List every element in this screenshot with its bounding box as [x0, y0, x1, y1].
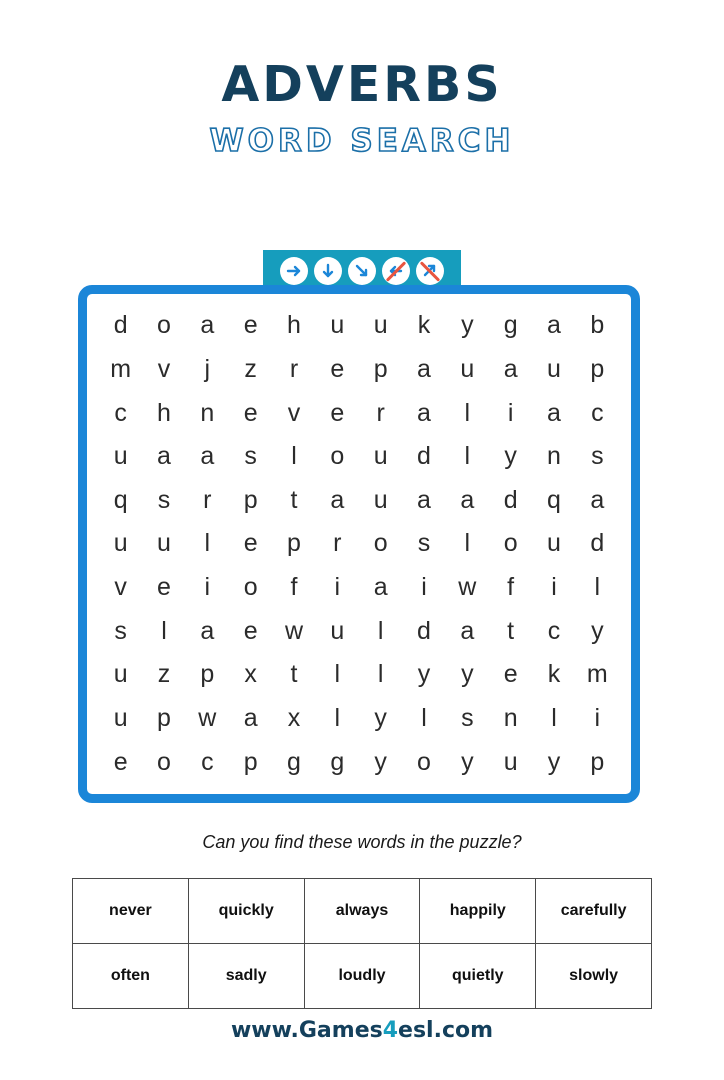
grid-cell[interactable]: y	[504, 442, 517, 471]
grid-cell[interactable]: h	[287, 311, 301, 340]
grid-cell[interactable]: b	[590, 311, 605, 340]
grid-cell[interactable]: o	[417, 747, 431, 776]
grid-cell[interactable]: l	[377, 616, 384, 645]
puzzle-panel	[78, 285, 640, 803]
grid-cell[interactable]: a	[200, 442, 215, 471]
grid-cell[interactable]: l	[377, 660, 384, 689]
grid-cell[interactable]: i	[551, 573, 557, 602]
grid-cell[interactable]: s	[244, 442, 257, 471]
grid-cell[interactable]: s	[157, 485, 171, 514]
grid-cell[interactable]: p	[590, 354, 605, 383]
grid-cell[interactable]: l	[291, 442, 297, 471]
grid-cell[interactable]: d	[417, 616, 431, 645]
grid-cell[interactable]: p	[157, 704, 171, 733]
grid-cell[interactable]: a	[373, 573, 388, 602]
grid-cell[interactable]: y	[461, 660, 474, 689]
grid-cell[interactable]: d	[417, 442, 431, 471]
grid-cell[interactable]: f	[507, 573, 515, 602]
grid-cell[interactable]: a	[503, 354, 518, 383]
grid-cell[interactable]: i	[594, 704, 601, 733]
grid-cell[interactable]: p	[243, 485, 258, 514]
grid-cell[interactable]: e	[157, 573, 171, 602]
grid-cell[interactable]: e	[243, 398, 258, 427]
grid-cell[interactable]: v	[287, 398, 301, 427]
grid-cell[interactable]: l	[204, 529, 211, 558]
grid-cell[interactable]: a	[243, 704, 258, 733]
word-cell: always	[304, 879, 420, 944]
worksheet-page	[0, 56, 724, 1080]
grid-cell[interactable]: s	[114, 616, 127, 645]
grid-cell[interactable]: z	[244, 354, 257, 383]
grid-cell[interactable]: l	[464, 398, 471, 427]
grid-cell[interactable]: o	[243, 573, 258, 602]
grid-cell[interactable]: l	[464, 442, 471, 471]
grid-cell[interactable]: o	[503, 529, 518, 558]
grid-cell[interactable]: y	[461, 747, 474, 776]
grid-cell[interactable]: l	[334, 704, 341, 733]
grid-cell[interactable]: o	[373, 529, 388, 558]
grid-cell[interactable]: o	[330, 442, 345, 471]
word-cell: happily	[420, 879, 536, 944]
word-cell: often	[73, 944, 189, 1009]
grid-cell[interactable]: m	[586, 660, 608, 689]
grid-cell[interactable]: u	[113, 660, 128, 689]
grid-cell[interactable]: v	[114, 573, 127, 602]
grid-cell[interactable]: u	[373, 311, 388, 340]
grid-cell[interactable]: x	[287, 704, 301, 733]
word-cell: slowly	[536, 944, 652, 1009]
grid-cell[interactable]: g	[503, 311, 518, 340]
grid-cell[interactable]: l	[594, 573, 601, 602]
grid-cell[interactable]: g	[330, 747, 345, 776]
grid-cell[interactable]: a	[417, 354, 431, 383]
word-cell: loudly	[304, 944, 420, 1009]
grid-cell[interactable]: z	[157, 660, 171, 689]
table-row	[73, 879, 652, 944]
grid-cell[interactable]: e	[243, 616, 258, 645]
table-row	[73, 944, 652, 1009]
grid-cell[interactable]: r	[376, 398, 385, 427]
grid-cell[interactable]: p	[287, 529, 301, 558]
grid-cell[interactable]: a	[460, 616, 475, 645]
grid-cell[interactable]: k	[417, 311, 431, 340]
instruction-text: Can you find these words in the puzzle?	[202, 832, 522, 852]
grid-cell[interactable]: i	[334, 573, 341, 602]
footer-url	[0, 1018, 724, 1043]
grid-cell[interactable]: n	[200, 398, 215, 427]
grid-cell[interactable]: u	[503, 747, 518, 776]
arrow-diagonal-up-disallowed-icon	[416, 257, 444, 285]
grid-cell[interactable]: a	[417, 398, 431, 427]
grid-cell[interactable]: r	[289, 354, 299, 383]
grid-cell[interactable]: e	[243, 311, 258, 340]
word-cell: sadly	[188, 944, 304, 1009]
grid-cell[interactable]: j	[204, 354, 211, 383]
grid-cell[interactable]: t	[507, 616, 515, 645]
arrow-left-disallowed-icon	[382, 257, 410, 285]
grid-cell[interactable]: l	[551, 704, 557, 733]
grid-cell[interactable]: w	[198, 704, 217, 733]
grid-cell[interactable]: u	[113, 704, 128, 733]
grid-cell[interactable]: n	[547, 442, 561, 471]
grid-cell[interactable]: l	[464, 529, 471, 558]
grid-cell[interactable]: l	[421, 704, 427, 733]
grid-cell[interactable]: o	[157, 311, 171, 340]
grid-cell[interactable]: y	[374, 747, 387, 776]
grid-cell[interactable]: m	[110, 354, 132, 383]
grid-cell[interactable]: e	[503, 660, 518, 689]
grid-cell[interactable]: a	[547, 311, 561, 340]
grid-cell[interactable]: y	[374, 704, 387, 733]
grid-cell[interactable]: e	[113, 747, 128, 776]
grid-cell[interactable]: u	[547, 529, 561, 558]
grid-cell[interactable]: h	[157, 398, 171, 427]
grid-cell[interactable]: c	[201, 747, 214, 776]
grid-cell[interactable]: a	[460, 485, 475, 514]
grid-cell[interactable]: d	[113, 311, 128, 340]
grid-cell[interactable]: e	[330, 354, 345, 383]
word-cell: carefully	[536, 879, 652, 944]
grid-cell[interactable]: v	[157, 354, 171, 383]
grid-cell[interactable]: a	[590, 485, 605, 514]
grid-cell[interactable]: a	[200, 311, 215, 340]
grid-cell[interactable]: u	[330, 616, 345, 645]
grid-cell[interactable]: q	[547, 485, 561, 514]
grid-cell[interactable]: p	[373, 354, 388, 383]
footer-text-before: www.Games	[230, 1018, 383, 1043]
grid-cell[interactable]: y	[461, 311, 474, 340]
grid-cell[interactable]: c	[114, 398, 127, 427]
grid-cell[interactable]: u	[547, 354, 561, 383]
grid-cell[interactable]: c	[591, 398, 604, 427]
footer-accent: 4	[382, 1018, 399, 1043]
grid-cell[interactable]: f	[290, 573, 298, 602]
grid-cell[interactable]: i	[507, 398, 514, 427]
page-title: ADVERBS	[221, 56, 503, 113]
grid-cell[interactable]: t	[290, 660, 298, 689]
page-subtitle: WORD SEARCH	[209, 123, 515, 159]
grid-cell[interactable]: w	[458, 573, 477, 602]
grid-cell[interactable]: a	[200, 616, 215, 645]
grid-cell[interactable]: i	[421, 573, 427, 602]
arrow-down-icon	[314, 257, 342, 285]
grid-cell[interactable]: a	[157, 442, 171, 471]
grid-cell[interactable]: u	[373, 442, 388, 471]
grid-cell[interactable]: x	[244, 660, 257, 689]
footer-text-after: esl.com	[398, 1018, 494, 1043]
word-cell: never	[73, 879, 189, 944]
letter-grid[interactable]	[99, 304, 619, 784]
grid-cell[interactable]: o	[157, 747, 171, 776]
grid-cell[interactable]: u	[330, 311, 345, 340]
arrow-right-icon	[280, 257, 308, 285]
grid-cell[interactable]: s	[461, 704, 474, 733]
word-cell: quickly	[188, 879, 304, 944]
grid-cell[interactable]: u	[157, 529, 171, 558]
grid-cell[interactable]: k	[547, 660, 561, 689]
grid-cell[interactable]: e	[330, 398, 345, 427]
grid-cell[interactable]: t	[290, 485, 298, 514]
word-cell: quietly	[420, 944, 536, 1009]
grid-cell[interactable]: r	[333, 529, 342, 558]
grid-cell[interactable]: w	[284, 616, 304, 645]
grid-cell[interactable]: u	[373, 485, 388, 514]
grid-cell[interactable]: a	[547, 398, 561, 427]
grid-cell[interactable]: u	[113, 529, 128, 558]
arrow-diagonal-down-right-icon	[348, 257, 376, 285]
grid-cell[interactable]: l	[334, 660, 341, 689]
grid-cell[interactable]: s	[417, 529, 431, 558]
grid-cell[interactable]: e	[243, 529, 258, 558]
grid-cell[interactable]: c	[547, 616, 561, 645]
grid-cell[interactable]: q	[113, 485, 128, 514]
grid-cell[interactable]: a	[417, 485, 431, 514]
grid-cell[interactable]: d	[503, 485, 518, 514]
grid-cell[interactable]: d	[590, 529, 605, 558]
grid-cell[interactable]: p	[200, 660, 215, 689]
grid-cell[interactable]: y	[591, 616, 604, 645]
grid-cell[interactable]: l	[161, 616, 167, 645]
grid-cell[interactable]: y	[547, 747, 561, 776]
grid-cell[interactable]: g	[287, 747, 301, 776]
grid-cell[interactable]: a	[330, 485, 345, 514]
grid-cell[interactable]: i	[204, 573, 211, 602]
grid-cell[interactable]: u	[460, 354, 475, 383]
grid-cell[interactable]: u	[113, 442, 128, 471]
grid-cell[interactable]: y	[417, 660, 431, 689]
grid-cell[interactable]: r	[203, 485, 212, 514]
word-list-table	[72, 878, 652, 1009]
grid-cell[interactable]: s	[591, 442, 604, 471]
grid-cell[interactable]: p	[243, 747, 258, 776]
grid-cell[interactable]: p	[590, 747, 605, 776]
grid-cell[interactable]: n	[503, 704, 518, 733]
